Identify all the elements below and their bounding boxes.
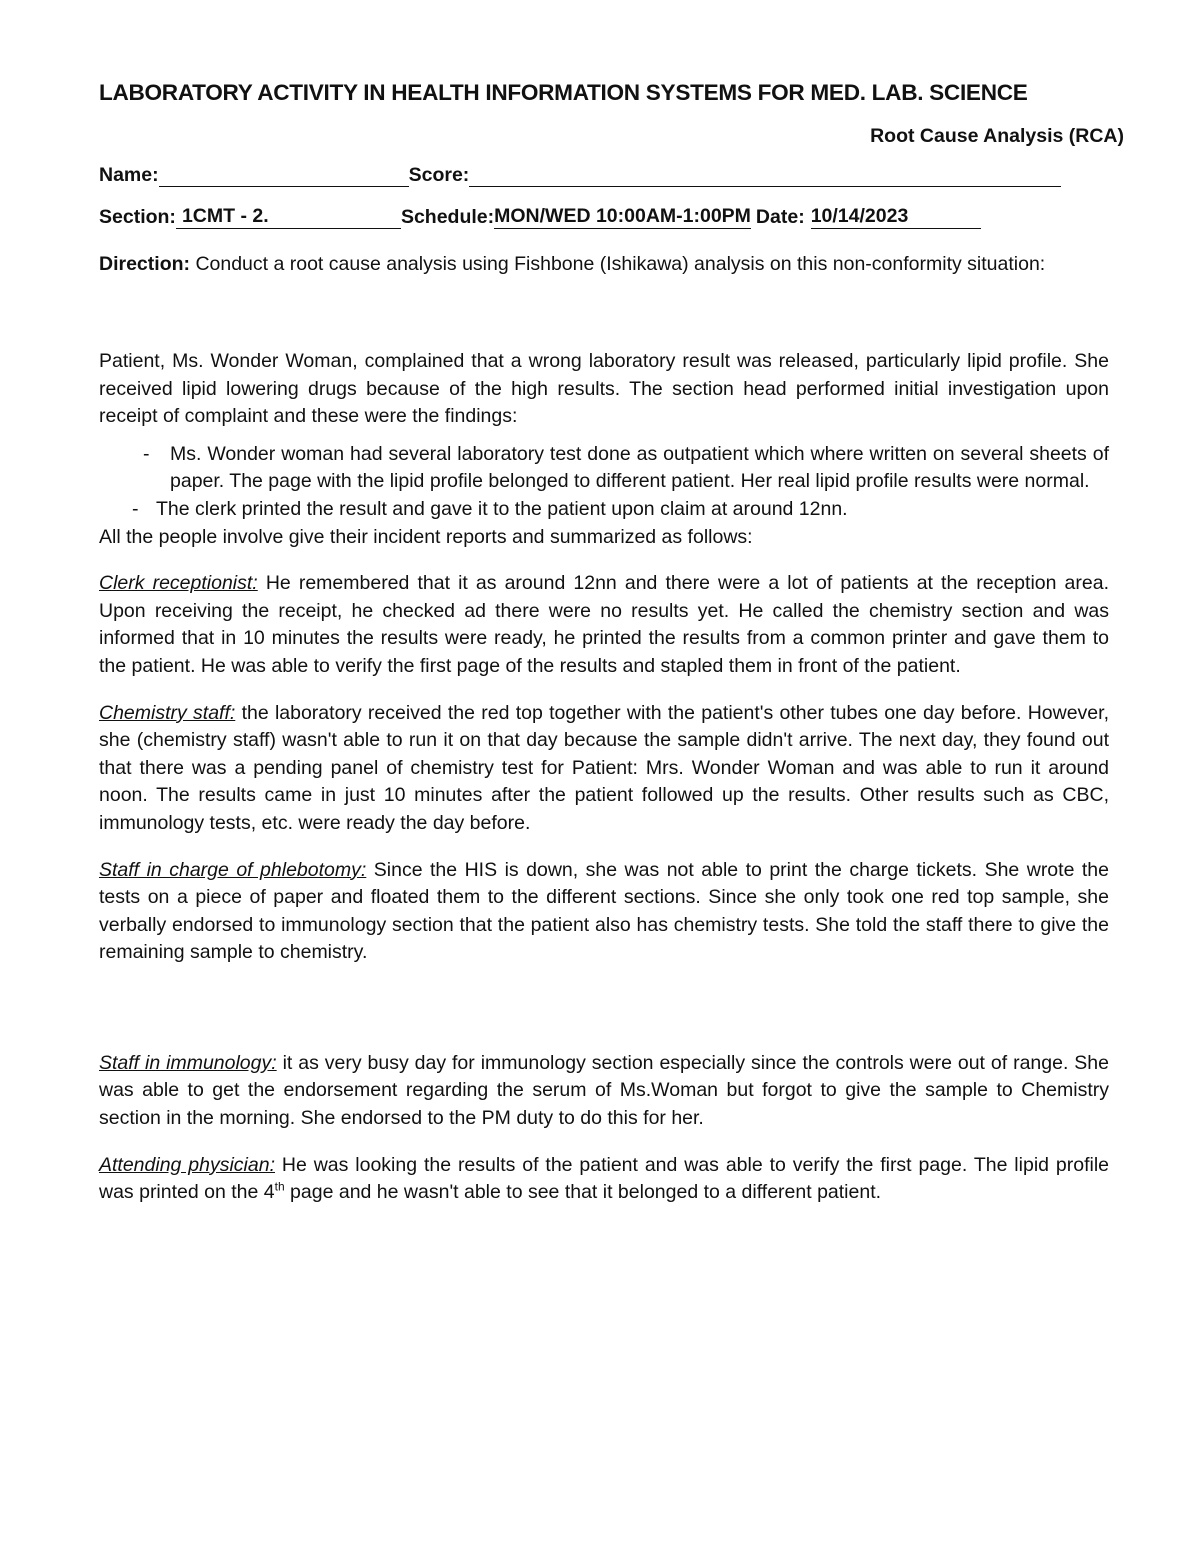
- document-body: [99, 348, 1109, 1207]
- date-label: Date:: [755, 206, 805, 228]
- report-text: He was looking the results of the patient and was able to verify the first page. The lipid profile was printed on the 4: [99, 1153, 1109, 1204]
- direction-label: Direction:: [99, 253, 191, 275]
- report-chemistry: [99, 700, 1109, 838]
- section-label: Section:: [99, 206, 176, 228]
- finding-text: The clerk printed the result and gave it to the patient upon claim at around 12nn.: [156, 497, 848, 520]
- name-blank: [159, 166, 409, 187]
- report-label: Chemistry staff:: [99, 701, 236, 724]
- report-text: Since the HIS is down, she was not able to print the charge tickets. She wrote the tests on a piece of paper and floated them to the different sections. Since she only took one red top sample, she verbally endorsed to immunology section that the patient also has chemistry tests. She told the staff there to give the remaining sample to chemistry.: [99, 858, 1109, 964]
- list-dash: -: [132, 497, 139, 520]
- findings-list: [99, 441, 1109, 524]
- date-value: 10/14/2023: [811, 205, 981, 229]
- report-label: Attending physician:: [99, 1153, 275, 1176]
- list-dash: -: [143, 442, 150, 465]
- document-title: LABORATORY ACTIVITY IN HEALTH INFORMATION SYSTEMS FOR MED. LAB. SCIENCE: [99, 80, 1028, 105]
- report-label: Clerk receptionist:: [99, 572, 258, 595]
- ordinal-suffix: th: [274, 1179, 285, 1194]
- report-phlebotomy: [99, 857, 1109, 967]
- document-subtitle: Root Cause Analysis (RCA): [870, 125, 1124, 147]
- blank-gap: [99, 967, 1109, 1031]
- situation-paragraph: Patient, Ms. Wonder Woman, complained that a wrong laboratory result was released, particularly lipid profile. She received lipid lowering drugs because of the high results. The section head performed initial investigation upon receipt of complaint and these were the findings:: [99, 350, 1109, 428]
- report-label: Staff in charge of phlebotomy:: [99, 858, 367, 881]
- name-label: Name:: [99, 164, 159, 186]
- score-label: Score:: [408, 164, 470, 186]
- section-schedule-row: [99, 205, 981, 229]
- report-immunology: [99, 1050, 1109, 1133]
- summary-intro: All the people involve give their incident reports and summarized as follows:: [99, 525, 753, 548]
- report-text: it as very busy day for immunology section especially since the controls were out of range. She was able to get the endorsement regarding the serum of Ms.Woman but forgot to give the sample to Chemistry section in the morning. She endorsed to the PM duty to do this for her.: [99, 1051, 1109, 1130]
- section-value: 1CMT - 2.: [176, 205, 401, 229]
- name-score-row: [99, 164, 1061, 187]
- report-physician: [99, 1152, 1109, 1207]
- report-clerk: [99, 570, 1109, 680]
- finding-text: Ms. Wonder woman had several laboratory test done as outpatient which where written on several sheets of paper. The page with the lipid profile belonged to different patient. Her real lipid profile results were normal.: [170, 442, 1109, 493]
- report-text: He remembered that it as around 12nn and there were a lot of patients at the reception area. Upon receiving the receipt, he checked ad there were no results yet. He called the chemistry section and was informed that in 10 minutes the results were ready, he printed the results from a common printer and gave them to the patient. He was able to verify the first page of the results and stapled them in front of the patient.: [99, 572, 1109, 677]
- direction-text: Conduct a root cause analysis using Fishbone (Ishikawa) analysis on this non-conformity situation:: [195, 253, 1046, 275]
- direction-paragraph: [99, 244, 1109, 285]
- report-label: Staff in immunology:: [99, 1051, 277, 1074]
- report-text: the laboratory received the red top together with the patient's other tubes one day before. However, she (chemistry staff) wasn't able to run it on that day because the sample didn't arrive. The next day, they found out that there was a pending panel of chemistry test for Patient: Mrs. Wonder Woman and was able to run it around noon. The results came in just 10 minutes after the patient followed up the results. Other results such as CBC, immunology tests, etc. were ready the day before.: [99, 701, 1109, 834]
- score-blank: [469, 166, 1061, 187]
- list-item: [99, 441, 1109, 496]
- report-text: page and he wasn't able to see that it belonged to a different patient.: [284, 1181, 882, 1204]
- list-item: [99, 496, 1109, 524]
- schedule-value: MON/WED 10:00AM-1:00PM: [494, 205, 751, 227]
- schedule-label: Schedule:: [400, 206, 495, 228]
